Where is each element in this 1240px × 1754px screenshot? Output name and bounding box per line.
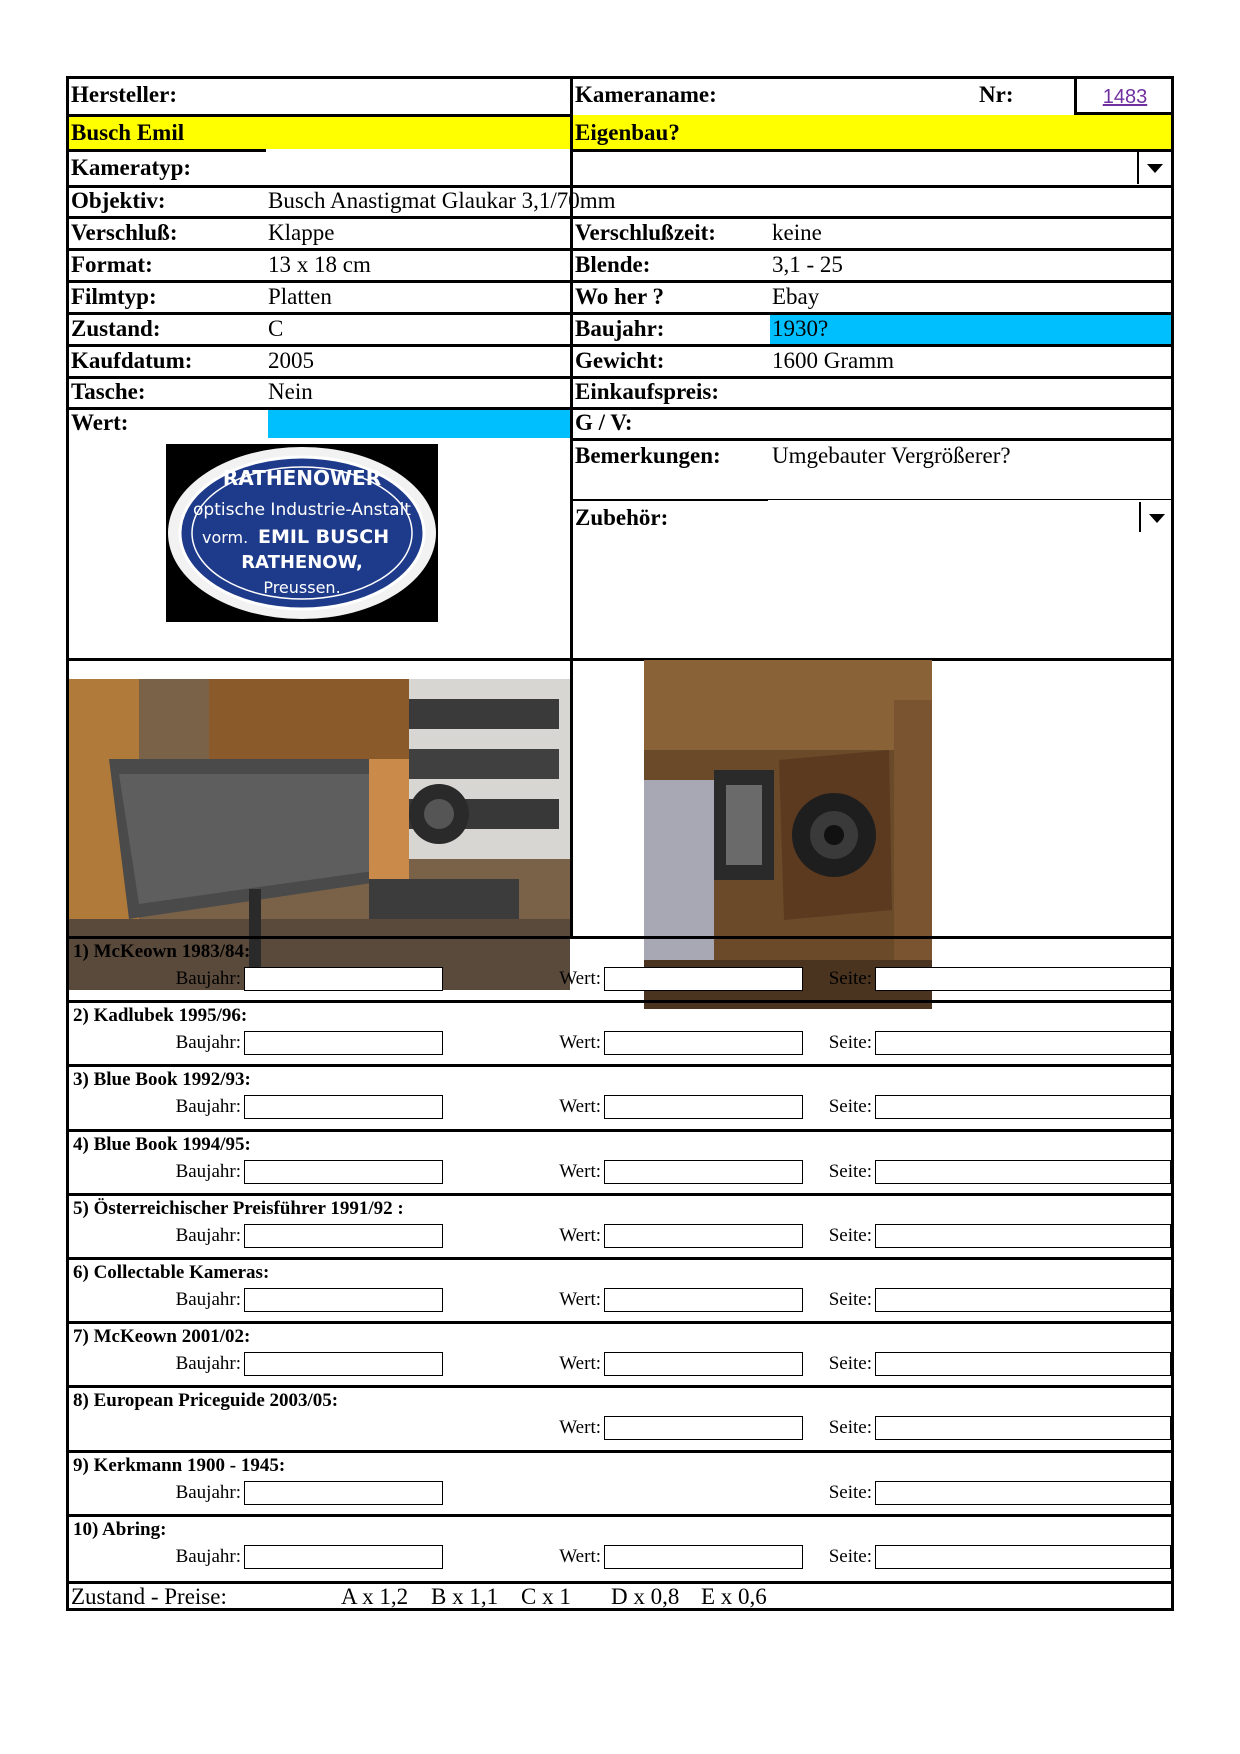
nr-link[interactable]: 1483 (1102, 86, 1148, 108)
reference-baujahr-label: Baujahr: (175, 1225, 241, 1246)
reference-wert-label: Wert: (559, 1353, 601, 1374)
baujahr-label: Baujahr: (575, 316, 665, 341)
reference-seite-field[interactable] (875, 1352, 1171, 1376)
row-separator (69, 344, 1171, 347)
row-separator (570, 149, 1171, 152)
kameratyp-dropdown[interactable] (1137, 152, 1169, 184)
format-value: 13 x 18 cm (268, 252, 371, 277)
reference-baujahr-label: Baujahr: (175, 1096, 241, 1117)
row-separator (69, 149, 266, 152)
verschluss-label: Verschluß: (71, 220, 178, 245)
nr-label: Nr: (979, 82, 1014, 107)
reference-wert-label: Wert: (559, 1225, 601, 1246)
reference-seite-label: Seite: (828, 1353, 872, 1374)
seal-line4: RATHENOW, (241, 552, 363, 573)
reference-wert-label: Wert: (559, 968, 601, 989)
reference-wert-label: Wert: (559, 1289, 601, 1310)
reference-title: 3) Blue Book 1992/93: (73, 1069, 251, 1090)
reference-seite-label: Seite: (828, 1225, 872, 1246)
seal-line5: Preussen. (263, 578, 341, 597)
bemerkungen-separator (570, 499, 768, 501)
reference-seite-field[interactable] (875, 1160, 1171, 1184)
price-e: E x 0,6 (701, 1584, 767, 1609)
reference-seite-label: Seite: (828, 1096, 872, 1117)
seal-line3-prefix: vorm. (202, 528, 249, 547)
zubehoer-label: Zubehör: (575, 505, 669, 530)
gv-label: G / V: (575, 410, 633, 435)
kaufdatum-value: 2005 (268, 348, 314, 373)
row-separator (69, 658, 1171, 661)
reference-baujahr-label: Baujahr: (175, 1546, 241, 1567)
seal-line3: EMIL BUSCH (258, 526, 390, 548)
reference-seite-field[interactable] (875, 1288, 1171, 1312)
reference-title: 4) Blue Book 1994/95: (73, 1134, 251, 1155)
reference-baujahr-field[interactable] (244, 1481, 443, 1505)
kameratyp-label: Kameratyp: (71, 155, 192, 180)
reference-baujahr-label: Baujahr: (175, 1289, 241, 1310)
row-separator (69, 1450, 1171, 1453)
hersteller-label: Hersteller: (71, 82, 177, 107)
price-c: C x 1 (521, 1584, 571, 1609)
woher-value: Ebay (772, 284, 820, 309)
reference-title: 1) McKeown 1983/84: (73, 941, 251, 962)
row-separator (69, 280, 1171, 283)
row-separator (69, 1064, 1171, 1067)
price-a: A x 1,2 (341, 1584, 409, 1609)
reference-wert-label: Wert: (559, 1417, 601, 1438)
reference-title: 7) McKeown 2001/02: (73, 1326, 251, 1347)
row-separator (69, 1514, 1171, 1517)
filmtyp-value: Platten (268, 284, 332, 309)
blende-label: Blende: (575, 252, 651, 277)
bemerkungen-value: Umgebauter Vergrößerer? (772, 443, 1011, 468)
hersteller-value: Busch Emil (71, 120, 185, 145)
row-separator (69, 1257, 1171, 1260)
objektiv-label: Objektiv: (71, 188, 166, 213)
reference-title: 2) Kadlubek 1995/96: (73, 1005, 248, 1026)
bemerkungen-separator (768, 499, 1171, 500)
reference-baujahr-field[interactable] (244, 1160, 443, 1184)
camera-photo-right (644, 660, 932, 1009)
camera-record-sheet (66, 76, 1174, 1611)
reference-baujahr-label: Baujahr: (175, 1032, 241, 1053)
baujahr-value: 1930? (772, 316, 829, 341)
kaufdatum-label: Kaufdatum: (71, 348, 193, 373)
camera-photo-right-graphic (644, 660, 932, 1009)
reference-seite-label: Seite: (828, 1289, 872, 1310)
nr-box (1074, 79, 1173, 115)
verschlusszeit-value: keine (772, 220, 822, 245)
row-separator (570, 438, 1171, 441)
reference-seite-field[interactable] (875, 1031, 1171, 1055)
reference-seite-label: Seite: (828, 968, 872, 989)
filmtyp-label: Filmtyp: (71, 284, 157, 309)
row-separator (69, 1129, 1171, 1132)
wert-highlight (268, 410, 570, 438)
baujahr-highlight (770, 315, 1171, 344)
reference-seite-field[interactable] (875, 1224, 1171, 1248)
row-separator (69, 1321, 1171, 1324)
reference-seite-label: Seite: (828, 1482, 872, 1503)
row-separator (69, 1000, 1171, 1003)
bemerkungen-label: Bemerkungen: (575, 443, 721, 468)
reference-title: 10) Abring: (73, 1519, 167, 1540)
price-b: B x 1,1 (431, 1584, 499, 1609)
reference-wert-label: Wert: (559, 1096, 601, 1117)
reference-seite-field[interactable] (875, 1545, 1171, 1569)
reference-baujahr-field[interactable] (244, 1288, 443, 1312)
seal-image (166, 444, 438, 622)
einkaufspreis-label: Einkaufspreis: (575, 379, 720, 404)
reference-seite-field[interactable] (875, 1416, 1171, 1440)
row-separator (69, 1385, 1171, 1388)
tasche-value: Nein (268, 379, 313, 404)
row-separator (69, 185, 1171, 188)
reference-baujahr-field[interactable] (244, 1545, 443, 1569)
reference-wert-label: Wert: (559, 1161, 601, 1182)
seal-line1: RATHENOWER (222, 466, 382, 490)
reference-title: 9) Kerkmann 1900 - 1945: (73, 1455, 286, 1476)
reference-baujahr-label: Baujahr: (175, 1161, 241, 1182)
verschluss-value: Klappe (268, 220, 335, 245)
format-label: Format: (71, 252, 153, 277)
reference-baujahr-field[interactable] (244, 967, 443, 991)
reference-seite-label: Seite: (828, 1032, 872, 1053)
reference-baujahr-field[interactable] (244, 1095, 443, 1119)
wert-label: Wert: (71, 410, 129, 435)
reference-wert-label: Wert: (559, 1032, 601, 1053)
row-separator (69, 1193, 1171, 1196)
row-separator (69, 248, 1171, 251)
triangle-down-icon (1149, 514, 1165, 523)
triangle-down-icon (1147, 164, 1163, 173)
gewicht-value: 1600 Gramm (772, 348, 895, 373)
verschlusszeit-label: Verschlußzeit: (575, 220, 716, 245)
reference-baujahr-field[interactable] (244, 1352, 443, 1376)
reference-baujahr-label: Baujahr: (175, 1482, 241, 1503)
kameraname-label: Kameraname: (575, 82, 717, 107)
seal-line2: optische Industrie-Anstalt (193, 500, 411, 520)
blende-value: 3,1 - 25 (772, 252, 843, 277)
row-separator (69, 936, 1171, 939)
reference-wert-label: Wert: (559, 1546, 601, 1567)
gewicht-label: Gewicht: (575, 348, 665, 373)
reference-seite-label: Seite: (828, 1546, 872, 1567)
price-d: D x 0,8 (611, 1584, 680, 1609)
objektiv-value: Busch Anastigmat Glaukar 3,1/70mm (268, 188, 616, 213)
reference-baujahr-field[interactable] (244, 1031, 443, 1055)
reference-seite-label: Seite: (828, 1161, 872, 1182)
woher-label: Wo her ? (575, 284, 665, 309)
zustand-label: Zustand: (71, 316, 161, 341)
reference-seite-field[interactable] (875, 1095, 1171, 1119)
tasche-label: Tasche: (71, 379, 146, 404)
reference-seite-field[interactable] (875, 1481, 1171, 1505)
reference-seite-field[interactable] (875, 967, 1171, 991)
reference-baujahr-field[interactable] (244, 1224, 443, 1248)
row-separator (69, 216, 1171, 219)
reference-baujahr-label: Baujahr: (175, 1353, 241, 1374)
reference-seite-label: Seite: (828, 1417, 872, 1438)
reference-title: 8) European Priceguide 2003/05: (73, 1390, 339, 1411)
zustand-value: C (268, 316, 284, 341)
zubehoer-dropdown[interactable] (1139, 502, 1171, 532)
reference-title: 6) Collectable Kameras: (73, 1262, 270, 1283)
prices-label: Zustand - Preise: (71, 1584, 227, 1609)
reference-baujahr-label: Baujahr: (175, 968, 241, 989)
reference-title: 5) Österreichischer Preisführer 1991/92 : (73, 1198, 404, 1219)
eigenbau-label: Eigenbau? (575, 120, 680, 145)
